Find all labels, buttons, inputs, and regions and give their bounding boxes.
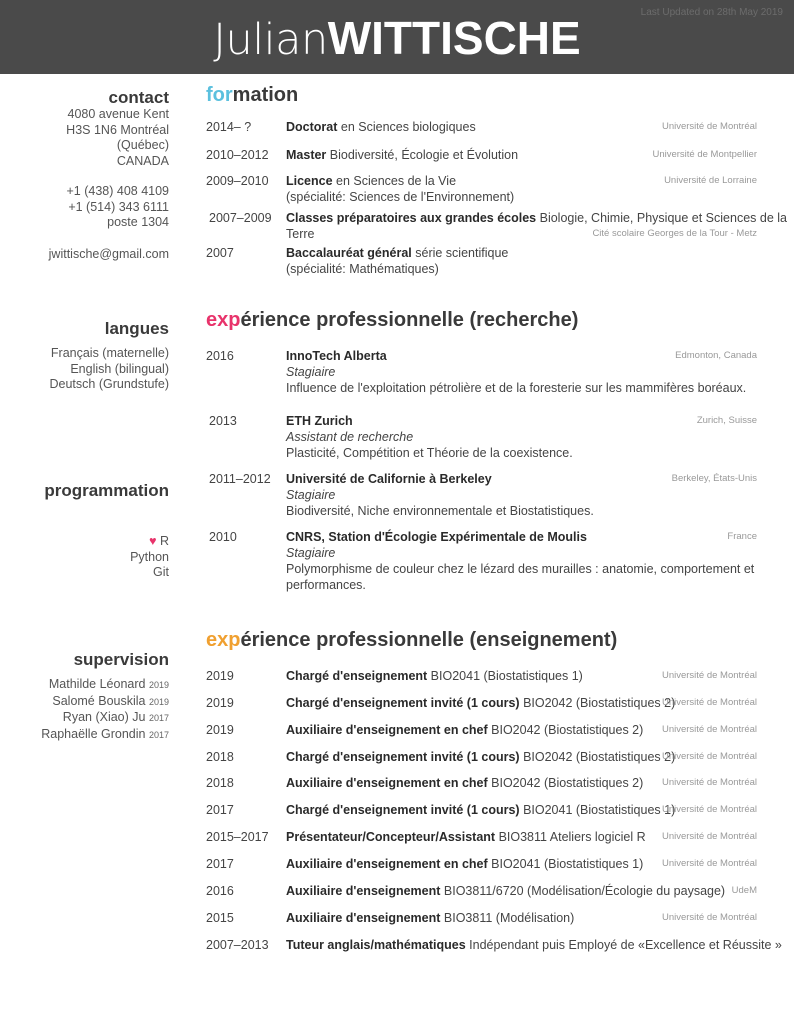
prog-item-label: R xyxy=(159,534,169,548)
programmation-title: programmation xyxy=(44,481,169,500)
contact-phones xyxy=(0,184,169,231)
langues-list xyxy=(0,346,169,393)
enseignement-title: expérience professionnelle (enseignement) xyxy=(206,629,618,651)
recherche-title: expérience professionnelle (recherche) xyxy=(206,309,579,331)
phone-line: +1 (514) 343 6111 xyxy=(68,199,169,214)
heart-icon: ♥ xyxy=(149,534,157,548)
first-name: Julian xyxy=(213,15,328,65)
formation-title: formation xyxy=(206,84,299,106)
supervision-title: supervision xyxy=(73,650,169,669)
langue-item: English (bilingual) xyxy=(70,361,169,376)
address-line: H3S 1N6 Montréal xyxy=(66,122,169,137)
address-line: CANADA xyxy=(116,153,169,168)
langues-title: langues xyxy=(104,319,169,338)
langue-item: Français (maternelle) xyxy=(50,346,169,360)
phone-line: poste 1304 xyxy=(107,215,169,229)
prog-item xyxy=(0,534,169,550)
phone-line: +1 (438) 408 4109 xyxy=(66,184,169,198)
supervision-item: Salomé Bouskila 2019 xyxy=(52,693,169,708)
langue-item: Deutsch (Grundstufe) xyxy=(49,377,169,391)
prog-item: Git xyxy=(153,565,169,579)
full-name xyxy=(0,10,794,68)
header-bar xyxy=(0,0,794,74)
contact-title: contact xyxy=(108,88,169,107)
programmation-list xyxy=(0,534,169,581)
contact-email[interactable]: jwittische@gmail.com xyxy=(48,247,169,261)
contact-address xyxy=(0,107,169,169)
supervision-item: Ryan (Xiao) Ju 2017 xyxy=(62,710,169,724)
supervision-item: Mathilde Léonard 2019 xyxy=(48,677,169,691)
address-line: 4080 avenue Kent xyxy=(67,107,169,121)
last-name: WITTISCHE xyxy=(327,12,581,64)
prog-item: Python xyxy=(130,549,169,564)
address-line: (Québec) xyxy=(116,138,169,152)
last-updated: Last Updated on 28th May 2019 xyxy=(640,7,783,18)
supervision-list xyxy=(0,677,169,743)
supervision-item: Raphaëlle Grondin 2017 xyxy=(41,726,169,741)
